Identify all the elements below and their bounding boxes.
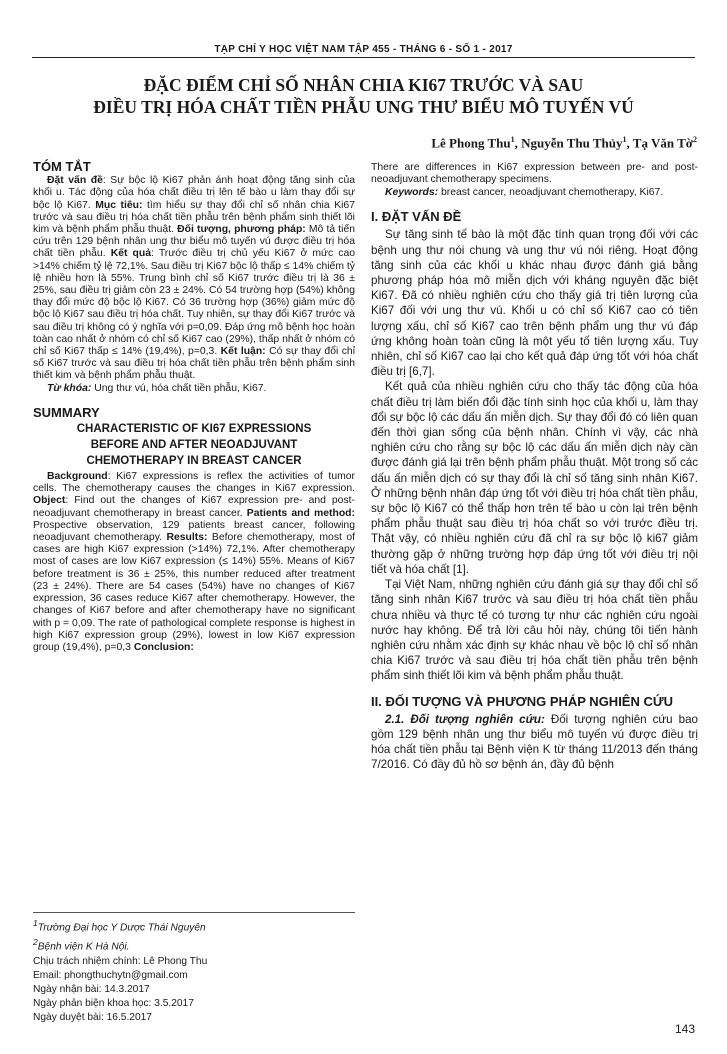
abstract-text: : Trước điều trị chủ yếu Ki67 ở mức cao >14% chiếm tỷ lệ 72,1%. Sau điều trị Ki67 bộc lộ thấp ≤ 14% chiếm tỷ lệ nhiều hơn là 55%. Trung bình chỉ số Ki67 trước điều trị là 36 ± 25%, sau điều trị giảm còn 23 ± 24%. Có 54 trường hợp (54%) không thay đổi mức độ bộc lộ Ki67. Có 36 trường hợp (36%) giảm mức độ bộc lộ Ki67 sau điều trị hóa chất. Tuy nhiên, sự thay đổi Ki67 trước và sau điều trị không có ý nghĩa với p=0,09. Đáp ứng mô bệnh học hoàn toàn cao nhất ở nhóm có chỉ số Ki67 cao (29%), thấp nhất ở nhóm có chỉ số Ki67 thấp ≤ 14% (19,4%), p=0,3. [33, 248, 356, 358]
keywords-text: breast cancer, neoadjuvant chemotherapy, Ki67. [438, 186, 664, 198]
summary-conclusion-cont [371, 162, 698, 187]
date-received: Ngày nhận bài: 14.3.2017 [33, 983, 150, 995]
summary-heading: SUMMARY [33, 404, 100, 420]
abstract-text: Có sự thay đổi chỉ số Ki67 trước và sau điều trị hóa chất tiền phẫu trên bệnh phẩm sinh thiết kim và bệnh phẩm phẫu thuật. [33, 346, 356, 382]
summary-text: : Find out the changes of Ki67 expression pre- and post-neoadjuvant chemotherapy in breast cancer. [33, 495, 355, 519]
footnote-text: Bệnh viện K Hà Nội. [37, 941, 130, 953]
title-line-1: ĐẶC ĐIỂM CHỈ SỐ NHÂN CHIA KI67 TRƯỚC VÀ SAU [143, 75, 584, 95]
author-name: Lê Phong Thu [431, 135, 511, 151]
summary-label: Results: [166, 532, 208, 544]
subsection-label: 2.1. Đối tượng nghiên cứu: [385, 712, 545, 726]
abstract-text: tìm hiểu sự thay đổi chỉ số nhân chia Ki67 trước và sau điều trị hóa chất tiền phẫu trên bệnh phẩm sinh thiết lõi kim và bệnh phẩm phẫu thuật. [33, 199, 355, 236]
section-heading-intro: I. ĐẶT VẤN ĐỀ [371, 209, 462, 225]
summary-text: Before chemotherapy, most of cases are high Ki67 expression (>14%) 72,1%. After chemotherapy most of cases are low Ki67 expression (≤ 14%) 55%. Means of Ki67 before treatment is 36 ± 25%, this number reduced after treatment (23 ± 24%). There are 54 cases (54%) have no changes of Ki67 expression, 36 cases reduce Ki67 after chemotherapy. However, the changes of Ki67 before and after chemotherapy have no significant with p = 0,09. The rate of pathological complete response is highest in high Ki67 expression group (29%), lowest in low Ki67 expression group (19,4%), p=0,3 [33, 532, 356, 653]
summary-title-line: CHEMOTHERAPY IN BREAST CANCER [86, 455, 302, 468]
author-list: Lê Phong Thu$^1$, Nguyễn Thu Thủy$^1$, Tạ Văn Tờ$^2$ [431, 135, 697, 151]
abstract-label: Đối tượng, phương pháp: [177, 224, 306, 236]
subsection-text: Đối tượng nghiên cứu bao gồm 129 bệnh nhân ung thư biểu mô tuyến vú được điều trị hóa chất tiền phẫu tại Bệnh viện K từ tháng 11/2013 đến tháng 7/2016. Có đầy đủ hồ sơ bệnh án, đầy đủ bệnh [371, 712, 698, 772]
abstract-text: : Sự bộc lộ Ki67 phản ánh hoạt động tăng sinh của khối u. Tác động của hóa chất điều trị lên tế bào u làm thay đổi sự bộc lộ Ki67. [33, 175, 356, 211]
abstract-label: Kết quả [110, 248, 152, 260]
section-heading-methods: II. ĐỐI TƯỢNG VÀ PHƯƠNG PHÁP NGHIÊN CỨU [371, 693, 674, 709]
summary-text: Prospective observation, 129 patients breast cancer, following neoadjuvant chemotherapy. [33, 519, 355, 544]
summary-label: Object [33, 495, 66, 507]
corresponding-author: Chịu trách nhiệm chính: Lê Phong Thu [33, 955, 208, 967]
summary-body [33, 471, 355, 654]
right-column [371, 162, 698, 773]
intro-paragraph: Tại Việt Nam, những nghiên cứu đánh giá sự thay đổi chỉ số tăng sinh nhân Ki67 trước và sau điều trị hóa chất tiền phẫu chưa nhiều và thực tế có tương tự như các nghiên cứu ngoài nước hay không. Để trả lời câu hỏi này, chúng tôi tiến hành nghiên cứu nhằm xác định sự khác nhau về bộc lộ chỉ số nhân chia Ki67 trước và sau điều trị hóa chất tiền phẫu trên bệnh phẩm sinh thiết lõi kim và bệnh phẩm phẫu thuật. [371, 578, 698, 683]
author-affiliation-mark: 1 [510, 135, 515, 144]
journal-header: TẠP CHÍ Y HỌC VIỆT NAM TẬP 455 - THÁNG 6 - SỐ 1 - 2017 [32, 44, 695, 58]
footnote-affiliation [33, 935, 355, 954]
summary-text: There are differences in Ki67 expression between pre- and post- neoadjuvant chemotherapy specimens. [371, 162, 698, 186]
left-column [33, 155, 355, 654]
abstract-heading: TÓM TẮT [33, 159, 91, 174]
summary-title-line: BEFORE AND AFTER NEOADJUVANT [90, 439, 298, 452]
summary-label: Patients and method: [246, 507, 355, 519]
abstract-label: Mục tiêu: [95, 199, 143, 211]
title-line-2: ĐIỀU TRỊ HÓA CHẤT TIỀN PHẪU UNG THƯ BIỂU MÔ TUYẾN VÚ [93, 97, 634, 117]
footnote-mark: 2 [33, 937, 38, 948]
author-affiliation-mark: 1 [622, 135, 627, 144]
keywords-vi [33, 383, 355, 395]
author-name: Nguyễn Thu Thủy [521, 135, 623, 151]
date-accepted: Ngày duyệt bài: 16.5.2017 [33, 1011, 152, 1023]
author-affiliation-mark: 2 [693, 135, 697, 144]
summary-title-line: CHARACTERISTIC OF KI67 EXPRESSIONS [76, 423, 312, 436]
summary-text: : Ki67 expressions is reflex the activities of tumor cells. The chemotherapy causes the changes in Ki67 expression. [33, 471, 355, 495]
contact-email: Email: phongthuchytn@gmail.com [33, 969, 188, 981]
summary-title [33, 421, 355, 469]
keywords-text: Ung thư vú, hóa chất tiền phẫu, Ki67. [91, 382, 267, 394]
date-reviewed: Ngày phản biện khoa học: 3.5.2017 [33, 997, 194, 1009]
summary-label: Background [47, 471, 108, 483]
keywords-label: Từ khóa: [47, 382, 92, 394]
abstract-text: Mô tả tiến cứu trên 129 bệnh nhân ung thư biểu mô tuyến vú được điều trị hóa chất tiền phẫu. [33, 224, 356, 260]
footnotes [33, 912, 355, 1025]
footnote-text: Trường Đại học Y Dược Thái Nguyên [37, 922, 206, 934]
summary-label: Conclusion: [133, 641, 194, 653]
keywords-en [371, 187, 698, 199]
article-title [40, 74, 687, 118]
footnote-mark: 1 [33, 918, 38, 928]
intro-paragraph: Kết quả của nhiều nghiên cứu cho thấy tác động của hóa chất điều trị làm biến đổi đặc tính sinh học của khối u, làm thay đổi sự bộc lộ các dấu ấn miễn dịch. Sự thay đổi đó có liên quan đến thời gian sống của bệnh nhân. Chính vì vậy, các nhà nghiên cứu cho rằng sự bộc lộ các dấu ấn miễn dịch này cần được đánh giá lại trên bệnh phẩm phẫu thuật. Một trong số các dấu ấn miễn dịch có sự thay đổi là chỉ số tăng sinh nhân Ki67. Ở những bệnh nhân đáp ứng tốt với điều trị hóa chất tiền phẫu, sự bộc lộ Ki67 có thể thấp hơn trên tế bào u còn lại trên bệnh phẩm phẫu thuật sau điều trị hóa chất so với trước điều trị. Thật vậy, có nhiều nghiên cứu đã chỉ ra sự bộc lộ ki67 giảm thường gặp ở những trường hợp đáp ứng tốt với điều trị nội tiết và hóa chất [1]. [371, 380, 698, 576]
abstract-label: Đặt vấn đề [47, 175, 103, 187]
abstract-label: Kết luận: [220, 346, 266, 358]
page-number: 143 [674, 1022, 695, 1036]
keywords-label: Keywords: [385, 186, 439, 198]
footnote-affiliation [33, 916, 355, 935]
intro-paragraph: Sự tăng sinh tế bào là một đặc tính quan trọng đối với các bệnh ung thư nói chung và ung thư vú nói riêng. Hoạt động tăng sinh của các khối u khác nhau được đánh giá bằng phương pháp hóa mô miễn dịch với kháng nguyên đặc biệt Ki67. Đã có nhiều nghiên cứu cho thấy giá trị tiên lượng của Ki67 đối với ung thư vú. Khối u có chỉ số Ki67 cao có tiên lượng xấu, chỉ số Ki67 cao trên bệnh phẩm ung thư vú đáp ứng không hoàn toàn cũng là một yếu tố tiên lượng xấu. Tuy nhiên, chỉ số Ki67 cao lại cho kết quả đáp ứng tốt với hóa chất điều trị [6,7]. [371, 228, 698, 379]
methods-paragraph [371, 712, 698, 773]
author-name: Tạ Văn Tờ [632, 135, 693, 151]
abstract-vi-body [33, 175, 355, 382]
